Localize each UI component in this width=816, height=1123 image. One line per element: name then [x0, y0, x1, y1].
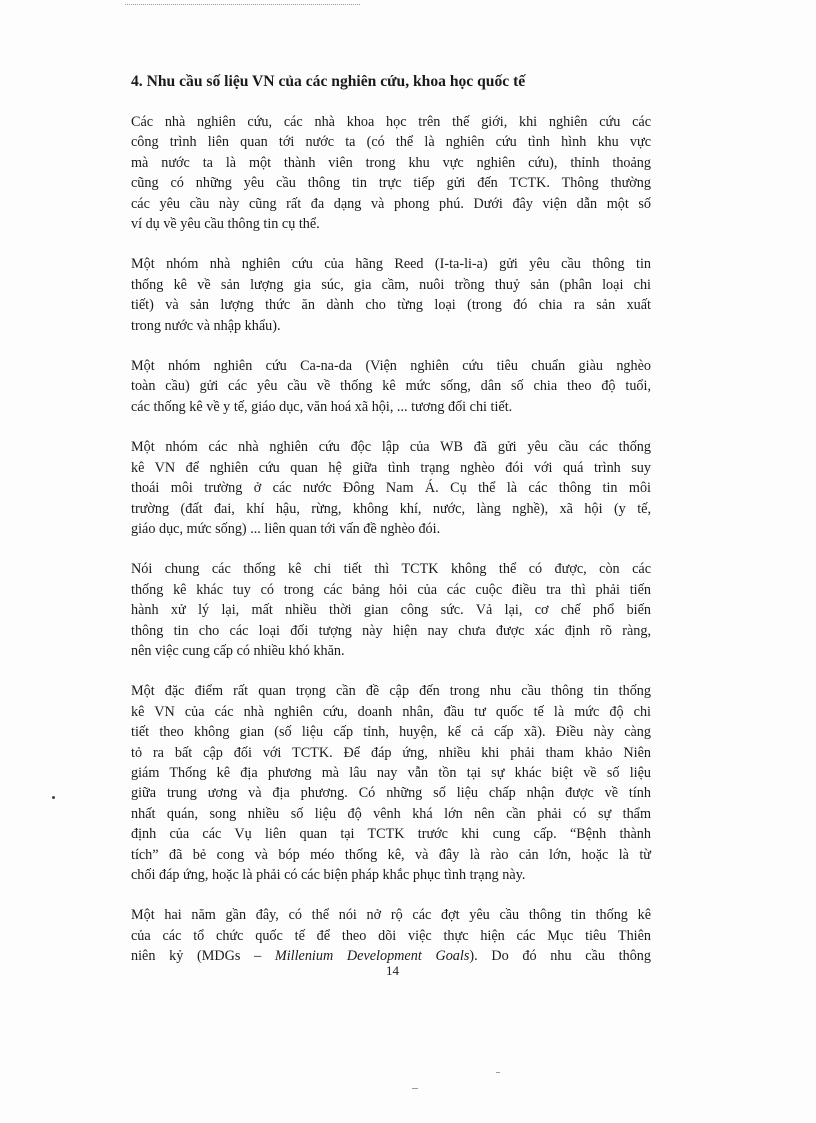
text-line: nên việc cung cấp có nhiều khó khăn. — [131, 642, 345, 659]
text-line: giáo dục, mức sống) ... liên quan tới vấn đề nghèo đói. — [131, 520, 441, 537]
text-line: nhất quán, song nhiều số liệu độ vênh khá lớn nên cần phải có sự thẩm — [131, 805, 651, 822]
text-line: Một hai năm gần đây, có thể nói nở rộ các đợt yêu cầu thông tin thống kê — [131, 907, 651, 924]
text-run: ). Do đó nhu cầu thông — [469, 948, 651, 965]
text-line: định của các Vụ liên quan tại TCTK trước khi cung cấp. “Bệnh thành — [131, 826, 651, 843]
scan-speck — [412, 1088, 418, 1089]
paragraph-7 — [131, 905, 651, 966]
section-heading: 4. Nhu cầu số liệu VN của các nghiên cứu, khoa học quốc tế — [131, 73, 526, 90]
text-line: Các nhà nghiên cứu, các nhà khoa học trên thế giới, khi nghiên cứu các — [131, 114, 651, 130]
scan-header-artifact — [125, 4, 360, 8]
text-line: Một nhóm nhà nghiên cứu của hãng Reed (I-ta-li-a) gửi yêu cầu thông tin — [131, 256, 651, 273]
text-line: Một đặc điểm rất quan trọng cần đề cập đến trong nhu cầu thông tin thống — [131, 683, 651, 700]
text-line: tiết theo không gian (số liệu cấp tỉnh, huyện, kể cả cấp xã). Điều này càng — [131, 724, 651, 741]
text-line: chối đáp ứng, hoặc là phải có các biện pháp khắc phục tình trạng này. — [131, 867, 526, 883]
text-line: giám Thống kê địa phương mà lâu nay vẫn tồn tại sự khác biệt về số liệu — [131, 764, 651, 781]
text-line: Nói chung các thống kê chi tiết thì TCTK không thể có được, còn các — [131, 561, 651, 578]
text-line: kê VN của các nhà nghiên cứu, doanh nhân, đầu tư quốc tế là mức độ chi — [131, 703, 651, 720]
text-line: giữa trung ương và địa phương. Có những số liệu chấp nhận được về tính — [131, 785, 651, 802]
text-line: tích” đã bẻ cong và bóp méo thống kê, và đây là rào cản lớn, hoặc là từ — [131, 846, 651, 863]
text-line: của các tổ chức quốc tế để theo dõi việc thực hiện các Mục tiêu Thiên — [131, 927, 651, 944]
italic-term: Millenium Development Goals — [274, 948, 470, 965]
text-line: hành xử lý lại, mất nhiều thời gian công sức. Vả lại, cơ chế phổ biến — [131, 602, 651, 619]
text-line: trường (đất đai, khí hậu, rừng, không khí, nước, làng nghề), xã hội (y tế, — [131, 500, 651, 517]
text-run: niên kỷ (MDGs – — [131, 948, 275, 965]
text-line: Một nhóm các nhà nghiên cứu độc lập của WB đã gửi yêu cầu các thống — [131, 439, 651, 456]
text-line: các yêu cầu này cũng rất đa dạng và phong phú. Dưới đây viện dẫn một số — [131, 195, 651, 212]
text-line: tiết) và sản lượng thức ăn dành cho từng loại (trong đó chia ra sản xuất — [131, 297, 651, 314]
text-line: trong nước và nhập khẩu). — [131, 317, 281, 334]
text-line: Một nhóm nghiên cứu Ca-na-da (Viện nghiên cứu tiêu chuẩn giàu nghèo — [131, 358, 651, 375]
paragraph-5 — [131, 559, 651, 661]
text-line: thống kê khác tuy có trong các bảng hỏi của các cuộc điều tra thì phải tiến — [131, 581, 651, 598]
paragraph-4 — [131, 437, 651, 539]
text-line: các thống kê về y tế, giáo dục, văn hoá xã hội, ... tương đối chi tiết. — [131, 398, 513, 415]
text-line: toàn cầu) gửi các yêu cầu về thống kê mức sống, dân số chia theo độ tuổi, — [131, 378, 651, 395]
page-number: 14 — [386, 963, 399, 978]
text-line: công trình liên quan tới nước ta (có thể là nghiên cứu tình hình khu vực — [131, 134, 651, 151]
text-line: thống kê về sản lượng gia súc, gia cầm, nuôi trồng thuỷ sản (phân loại chi — [131, 276, 651, 293]
paragraph-6 — [131, 681, 651, 885]
text-line: thông tin cho các loại đối tượng này hiện nay chưa được xác định rõ ràng, — [131, 622, 651, 639]
paragraph-3 — [131, 356, 651, 417]
text-line: thoái môi trường ở các nước Đông Nam Á. Cụ thể là các thông tin môi — [131, 480, 651, 497]
text-line: kê VN để nghiên cứu quan hệ giữa tình trạng nghèo đói với quá trình suy — [131, 459, 651, 476]
document-page — [131, 72, 651, 987]
text-line: ví dụ về yêu cầu thông tin cụ thể. — [131, 216, 320, 233]
scan-speck — [496, 1072, 500, 1073]
scan-speck — [52, 796, 55, 799]
text-line: mà nước ta là một thành viên trong khu vực nghiên cứu), thỉnh thoảng — [131, 154, 651, 171]
text-line: tỏ ra bất cập đối với TCTK. Để đáp ứng, nhiều khi phải tham khảo Niên — [131, 744, 651, 761]
paragraph-1 — [131, 112, 651, 234]
paragraph-2 — [131, 254, 651, 336]
text-line: cũng có những yêu cầu thông tin trực tiếp gửi đến TCTK. Thông thường — [131, 175, 651, 192]
